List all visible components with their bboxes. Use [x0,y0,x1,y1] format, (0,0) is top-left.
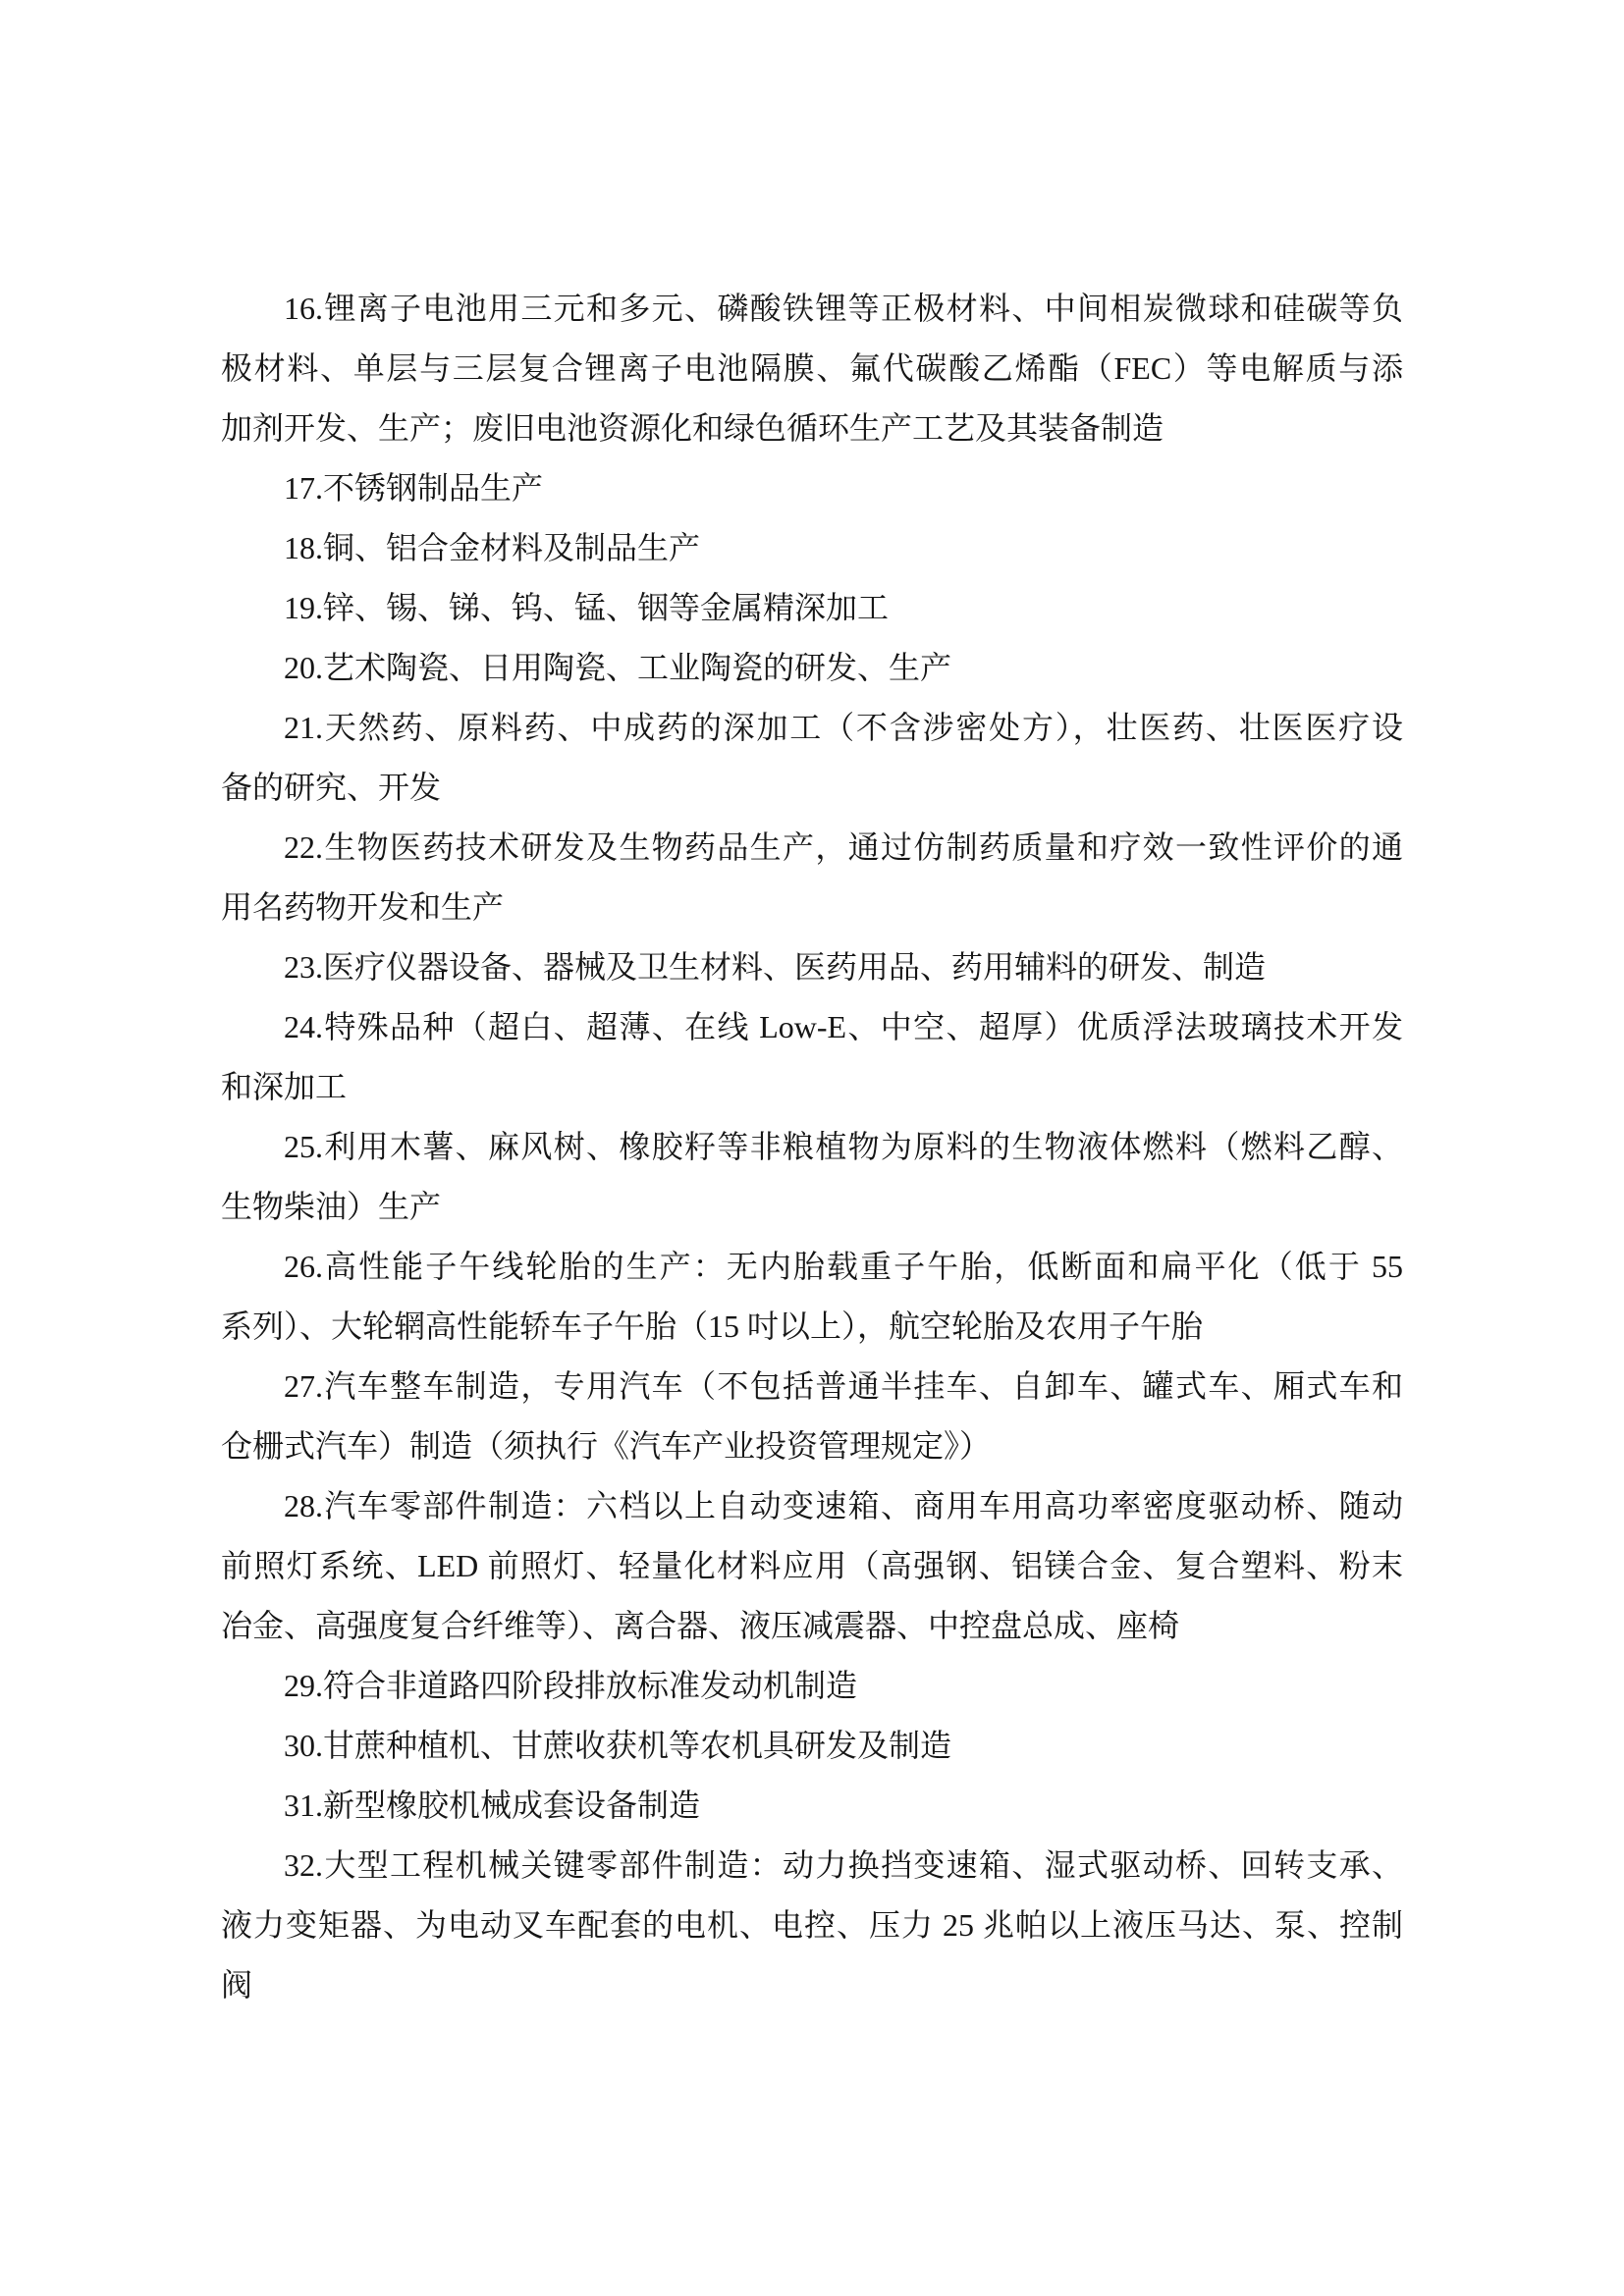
paragraph-16-line-1: 16.锂离子电池用三元和多元、磷酸铁锂等正极材料、中间相炭微球和硅碳等负 [284,291,1403,326]
paragraph-19-line-1: 19.锌、锡、锑、钨、锰、铟等金属精深加工 [284,590,890,625]
paragraph-16-line-2: 极材料、单层与三层复合锂离子电池隔膜、氟代碳酸乙烯酯（FEC）等电解质与添 [221,350,1403,386]
paragraph-23-line-1: 23.医疗仪器设备、器械及卫生材料、医药用品、药用辅料的研发、制造 [284,949,1267,985]
paragraph-30-line-1: 30.甘蔗种植机、甘蔗收获机等农机具研发及制造 [284,1728,952,1763]
paragraph-27-line-1: 27.汽车整车制造，专用汽车（不包括普通半挂车、自卸车、罐式车、厢式车和 [284,1368,1403,1404]
paragraph-32 [221,1836,1403,2015]
paragraph-22-line-1: 22.生物医药技术研发及生物药品生产，通过仿制药质量和疗效一致性评价的通 [284,829,1403,865]
paragraph-16-line-3: 加剂开发、生产；废旧电池资源化和绿色循环生产工艺及其装备制造 [221,410,1164,446]
paragraph-22-line-2: 用名药物开发和生产 [221,889,505,925]
paragraph-28-line-3: 冶金、高强度复合纤维等）、离合器、液压减震器、中控盘总成、座椅 [221,1608,1180,1643]
paragraph-26-line-2: 系列）、大轮辋高性能轿车子午胎（15 吋以上），航空轮胎及农用子午胎 [221,1308,1204,1344]
paragraph-21-line-1: 21.天然药、原料药、中成药的深加工（不含涉密处方），壮医药、壮医医疗设 [284,710,1403,745]
paragraph-20-line-1: 20.艺术陶瓷、日用陶瓷、工业陶瓷的研发、生产 [284,650,952,685]
paragraph-29 [221,1656,1403,1716]
paragraph-28 [221,1476,1403,1656]
paragraph-27-line-2: 仓栅式汽车）制造（须执行《汽车产业投资管理规定》） [221,1428,992,1464]
paragraph-29-line-1: 29.符合非道路四阶段排放标准发动机制造 [284,1668,858,1703]
paragraph-32-line-3: 阀 [221,1967,253,2002]
paragraph-26 [221,1237,1403,1357]
paragraph-32-line-1: 32.大型工程机械关键零部件制造：动力换挡变速箱、湿式驱动桥、回转支承、 [284,1847,1403,1883]
paragraph-31-line-1: 31.新型橡胶机械成套设备制造 [284,1788,701,1823]
paragraph-25 [221,1117,1403,1237]
paragraph-28-line-1: 28.汽车零部件制造：六档以上自动变速箱、商用车用高功率密度驱动桥、随动 [284,1488,1403,1523]
paragraph-23 [221,937,1403,997]
paragraph-30 [221,1716,1403,1776]
paragraph-27 [221,1357,1403,1476]
paragraph-18-line-1: 18.铜、铝合金材料及制品生产 [284,530,701,565]
paragraph-24-line-1: 24.特殊品种（超白、超薄、在线 Low-E、中空、超厚）优质浮法玻璃技术开发 [284,1009,1403,1044]
paragraph-21-line-2: 备的研究、开发 [221,770,442,805]
paragraph-20 [221,638,1403,698]
paragraph-19 [221,578,1403,638]
paragraph-32-line-2: 液力变矩器、为电动叉车配套的电机、电控、压力 25 兆帕以上液压马达、泵、控制 [221,1907,1403,1943]
paragraph-25-line-1: 25.利用木薯、麻风树、橡胶籽等非粮植物为原料的生物液体燃料（燃料乙醇、 [284,1129,1403,1164]
paragraph-17-line-1: 17.不锈钢制品生产 [284,470,544,506]
paragraph-25-line-2: 生物柴油）生产 [221,1189,442,1224]
paragraph-18 [221,518,1403,578]
paragraph-24 [221,997,1403,1117]
paragraph-21 [221,698,1403,818]
paragraph-26-line-1: 26.高性能子午线轮胎的生产：无内胎载重子午胎，低断面和扁平化（低于 55 [284,1249,1403,1284]
paragraph-31 [221,1776,1403,1836]
paragraph-22 [221,818,1403,937]
paragraph-17 [221,458,1403,518]
paragraph-28-line-2: 前照灯系统、LED 前照灯、轻量化材料应用（高强钢、铝镁合金、复合塑料、粉末 [221,1548,1403,1583]
paragraph-16 [221,279,1403,458]
paragraph-24-line-2: 和深加工 [221,1069,348,1104]
document-body [221,279,1403,2015]
